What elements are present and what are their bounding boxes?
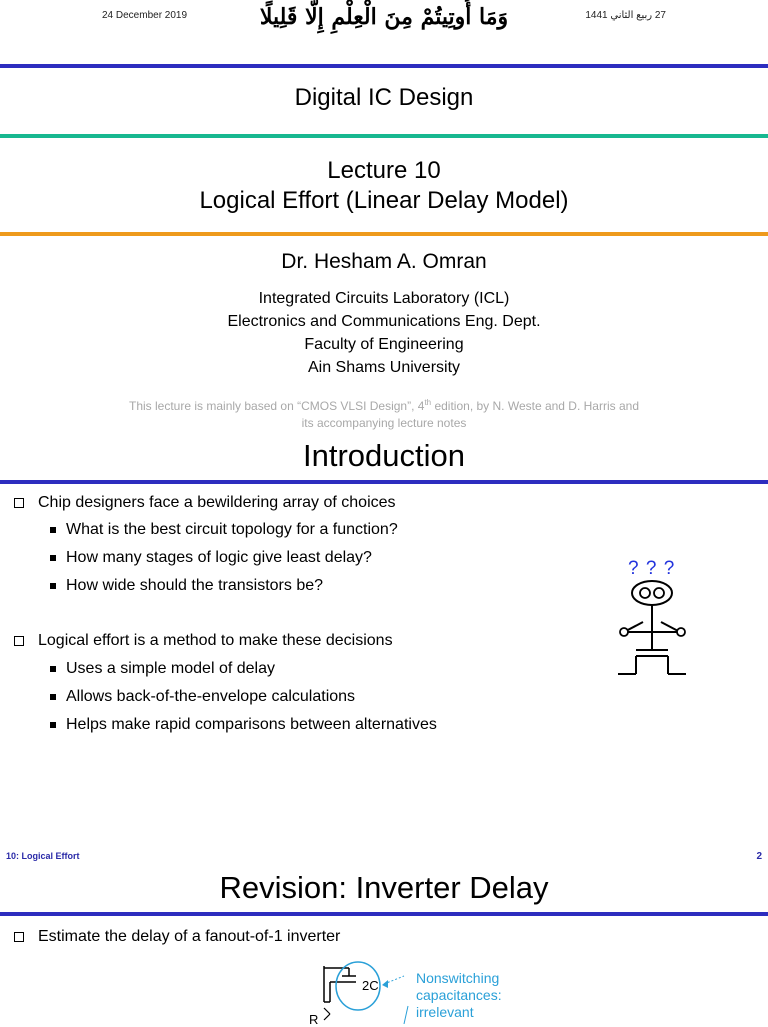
square-bullet-icon — [50, 555, 56, 561]
footer-page-number: 2 — [756, 851, 762, 862]
bullet-text: Allows back-of-the-envelope calculations — [66, 688, 356, 705]
square-bullet-icon — [50, 583, 56, 589]
introduction-title: Introduction — [303, 438, 465, 473]
checkbox-bullet-icon — [14, 932, 24, 942]
question-marks: ? ? ? — [628, 558, 676, 579]
annotation-line: Nonswitching — [416, 970, 500, 986]
bullet-text: Uses a simple model of delay — [66, 660, 275, 677]
inverter-delay-title: Revision: Inverter Delay — [219, 870, 549, 905]
source-note — [0, 394, 768, 432]
square-bullet-icon — [50, 527, 56, 533]
transistor-stick-figure-icon — [612, 578, 692, 682]
affiliation-block — [0, 287, 768, 379]
date-right: 27 ربيع الثاني 1441 — [585, 10, 666, 21]
note-text-cont: edition, by N. Weste and D. Harris and — [431, 399, 639, 413]
intro-rule — [0, 480, 768, 484]
bullet-secondary — [50, 688, 355, 706]
annotation-line: irrelevant — [416, 1004, 474, 1020]
bullet-text: What is the best circuit topology for a function? — [66, 521, 398, 538]
bullet-primary — [14, 494, 396, 512]
slide3-rule — [0, 912, 768, 916]
note-superscript: th — [424, 398, 432, 407]
bullet-text: How wide should the transistors be? — [66, 577, 324, 594]
lecture-title — [0, 156, 768, 216]
date-left: 24 December 2019 — [102, 10, 188, 21]
affiliation-line: Integrated Circuits Laboratory (ICL) — [258, 290, 510, 307]
square-bullet-icon — [50, 694, 56, 700]
footer-course: 10: Logical Effort — [6, 851, 80, 861]
inverter-circuit-diagram — [300, 958, 420, 1027]
confused-transistor-figure — [612, 558, 692, 682]
checkbox-bullet-icon — [14, 636, 24, 646]
bullet-secondary — [50, 577, 323, 595]
resistor-label: R — [309, 1012, 319, 1027]
capacitor-label: 2C — [362, 978, 379, 993]
bullet-primary — [14, 928, 340, 946]
bullet-secondary — [50, 549, 372, 567]
bullet-secondary — [50, 521, 398, 539]
checkbox-bullet-icon — [14, 498, 24, 508]
bullet-primary — [14, 632, 393, 650]
square-bullet-icon — [50, 666, 56, 672]
bullet-secondary — [50, 716, 437, 734]
bullet-secondary — [50, 660, 275, 678]
orange-rule — [0, 232, 768, 236]
arabic-verse: وَمَا أُوتِيتُمْ مِنَ الْعِلْمِ إِلَّا قَلِيلًا — [259, 4, 509, 30]
lecture-topic: Logical Effort (Linear Delay Model) — [199, 187, 569, 214]
lecture-number: Lecture 10 — [327, 157, 441, 184]
bullet-text: Chip designers face a bewildering array of choices — [38, 494, 396, 511]
bullet-text: How many stages of logic give least delay? — [66, 549, 372, 566]
author-name: Dr. Hesham A. Omran — [281, 250, 487, 273]
square-bullet-icon — [50, 722, 56, 728]
note-line2: its accompanying lecture notes — [301, 416, 467, 430]
bullet-text: Estimate the delay of a fanout-of-1 inverter — [38, 928, 341, 945]
top-rule — [0, 64, 768, 68]
nonswitching-annotation — [416, 970, 502, 1021]
affiliation-line: Faculty of Engineering — [304, 336, 464, 353]
bullet-text: Helps make rapid comparisons between alternatives — [66, 716, 437, 733]
affiliation-line: Electronics and Communications Eng. Dept. — [227, 313, 541, 330]
annotation-line: capacitances: — [416, 987, 502, 1003]
course-title: Digital IC Design — [294, 84, 474, 111]
green-rule — [0, 134, 768, 138]
note-text: This lecture is mainly based on “CMOS VLSI Design”, 4 — [129, 399, 425, 413]
bullet-text: Logical effort is a method to make these decisions — [38, 632, 393, 649]
affiliation-line: Ain Shams University — [307, 359, 461, 376]
